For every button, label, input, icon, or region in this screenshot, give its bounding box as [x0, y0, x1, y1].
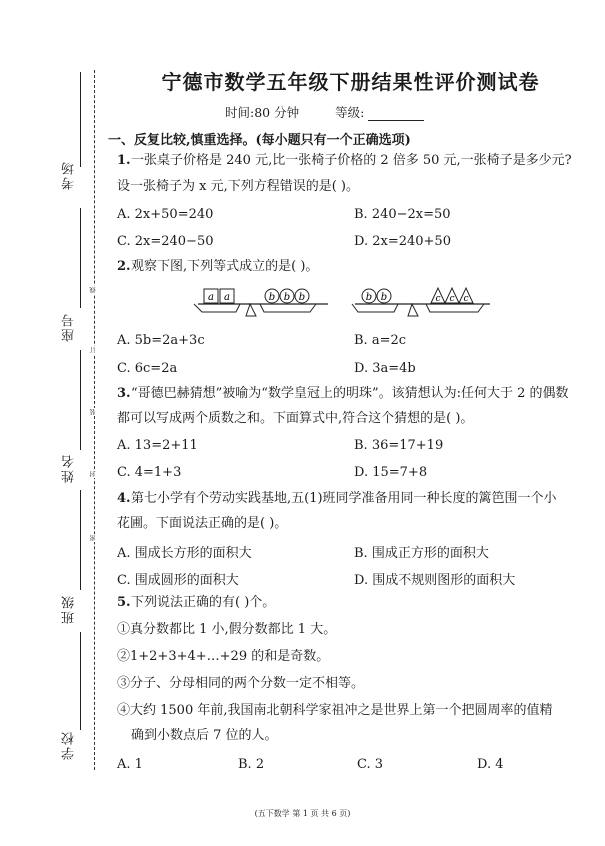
- q1-number: 1.: [117, 153, 131, 168]
- q4-option-d[interactable]: D. 围成不规则图形的面积大: [354, 573, 516, 588]
- q5-option-b[interactable]: B. 2: [238, 757, 265, 772]
- class-label: 班级: [62, 594, 77, 624]
- q5-statement-4: ④大约 1500 年前,我国南北朝科学家祖冲之是世界上第一个把圆周率的值精: [117, 703, 553, 718]
- q5-statement-2: ②1+2+3+4+…+29 的和是奇数。: [117, 649, 330, 664]
- cut-mark-secret: 密: [90, 535, 97, 541]
- q2-option-b[interactable]: B. a=2c: [354, 333, 407, 348]
- q3-option-c[interactable]: C. 4=1+3: [117, 465, 182, 480]
- q1-line1: 一张桌子价格是 240 元,比一张椅子价格的 2 倍多 50 元,一张椅子是多少元?: [131, 153, 572, 168]
- weight-b-2: b: [283, 292, 291, 303]
- balance-left: [194, 289, 328, 316]
- weight-a-1: a: [208, 292, 214, 303]
- seat-number-blank[interactable]: [80, 208, 81, 308]
- q2-option-a[interactable]: A. 5b=2a+3c: [117, 333, 205, 348]
- weight-c-2: c: [449, 294, 455, 304]
- page-footer: (五下数学 第 1 页 共 6 页): [254, 809, 351, 818]
- exam-info: [225, 103, 424, 121]
- q1-line2: 设一张椅子为 x 元,下列方程错误的是( )。: [117, 179, 360, 194]
- school-label: 学校: [62, 730, 77, 760]
- q4-number: 4.: [117, 491, 131, 506]
- q2-number: 2.: [117, 259, 131, 274]
- class-blank[interactable]: [80, 490, 81, 590]
- q3-line1: “哥德巴赫猜想”被喻为“数学皇冠上的明珠”。该猜想认为:任何大于 2 的偶数: [131, 386, 569, 401]
- q3-number: 3.: [117, 386, 131, 401]
- cut-mark-fasten: 装: [90, 409, 97, 415]
- q4-option-a[interactable]: A. 围成长方形的面积大: [117, 546, 252, 561]
- q4-line1: 第七小学有个劳动实践基地,五(1)班同学准备用同一种长度的篱笆围一个小: [131, 491, 557, 506]
- q5-statement-1: ①真分数都比 1 小,假分数都比 1 大。: [117, 622, 337, 637]
- weight-c-3: c: [463, 294, 469, 304]
- q3-line2: 都可以写成两个质数之和。下面算式中,符合这个猜想的是( )。: [117, 411, 474, 426]
- q5-statement-3: ③分子、分母相同的两个分数一定不相等。: [117, 676, 365, 691]
- q5-option-c[interactable]: C. 3: [357, 757, 384, 772]
- binding-dashed-line: [94, 70, 95, 770]
- q4-line2: 花圃。下面说法正确的是( )。: [117, 516, 288, 531]
- seat-number-label: 座号: [62, 312, 77, 342]
- cut-mark-bind: 订: [90, 347, 97, 353]
- q5-statement-4-cont: 确到小数点后 7 位的人。: [131, 728, 278, 743]
- q1-option-b[interactable]: B. 240−2x=50: [354, 207, 451, 222]
- cut-mark-seal: 封: [90, 471, 97, 477]
- q3-option-d[interactable]: D. 15=7+8: [354, 465, 428, 480]
- q5-number: 5.: [117, 595, 131, 610]
- q2-option-c[interactable]: C. 6c=2a: [117, 361, 178, 376]
- q4-option-b[interactable]: B. 围成正方形的面积大: [354, 546, 489, 561]
- q3-option-a[interactable]: A. 13=2+11: [117, 438, 198, 453]
- page-title: 宁德市数学五年级下册结果性评价测试卷: [161, 70, 540, 94]
- q2-text: 观察下图,下列等式成立的是( )。: [131, 259, 319, 274]
- exam-room-label: 考场: [62, 160, 77, 190]
- q5-text: 下列说法正确的有( )个。: [131, 595, 276, 610]
- weight-b-1: b: [268, 292, 276, 303]
- balance-figures: [180, 280, 540, 324]
- q5-option-d[interactable]: D. 4: [477, 757, 504, 772]
- exam-room-blank[interactable]: [80, 72, 81, 167]
- grade-label: 等级:: [335, 105, 365, 120]
- q1-option-a[interactable]: A. 2x+50=240: [117, 207, 214, 222]
- q3-option-b[interactable]: B. 36=17+19: [354, 438, 444, 453]
- section-heading: 一、反复比较,慎重选择。(每小题只有一个正确选项): [108, 133, 411, 148]
- q5-option-a[interactable]: A. 1: [117, 757, 143, 772]
- time-limit: 时间:80 分钟: [225, 105, 300, 120]
- name-label: 姓名: [62, 453, 77, 483]
- cut-mark-line: 线: [90, 287, 97, 293]
- weight-b-4: b: [365, 292, 373, 303]
- q1-option-c[interactable]: C. 2x=240−50: [117, 234, 214, 249]
- weight-c-1: c: [435, 294, 441, 304]
- school-blank[interactable]: [80, 632, 81, 730]
- weight-b-5: b: [380, 292, 388, 303]
- name-blank[interactable]: [80, 350, 81, 450]
- q2-option-d[interactable]: D. 3a=4b: [354, 361, 416, 376]
- q4-option-c[interactable]: C. 围成圆形的面积大: [117, 573, 239, 588]
- grade-input-blank[interactable]: [368, 108, 424, 121]
- weight-a-2: a: [224, 292, 230, 303]
- balance-right: [352, 288, 490, 316]
- weight-b-3: b: [298, 292, 306, 303]
- q1-option-d[interactable]: D. 2x=240+50: [354, 234, 451, 249]
